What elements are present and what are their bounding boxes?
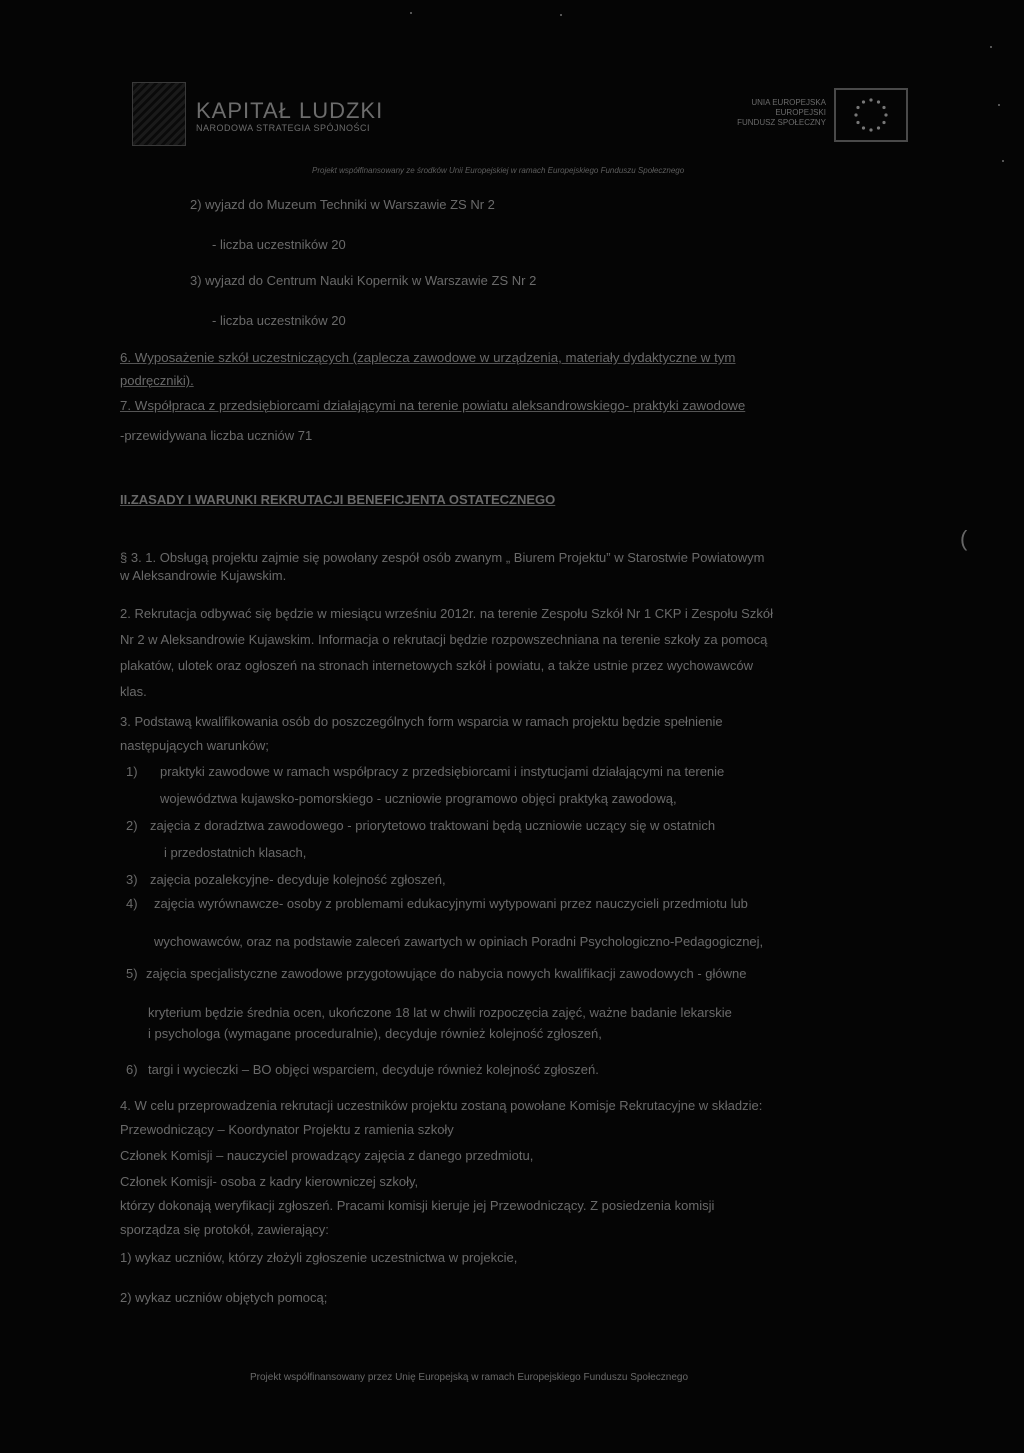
condition-3-line1: zajęcia pozalekcyjne- decyduje kolejność zgłoszeń, (150, 872, 446, 887)
condition-5-line3: i psychologa (wymagane proceduralnie), decyduje również kolejność zgłoszeń, (148, 1026, 602, 1041)
para-1-line1: § 3. 1. Obsługą projektu zajmie się powołany zespół osób zwanym „ Biurem Projektu” w Starostwie Powiatowym (120, 550, 765, 565)
para-4-line6: sporządza się protokół, zawierający: (120, 1222, 329, 1237)
condition-4-line1: zajęcia wyrównawcze- osoby z problemami edukacyjnymi wytypowani przez nauczycieli przedmiotu lub (154, 896, 748, 911)
condition-5-line2: kryterium będzie średnia ocen, ukończone 18 lat w chwili rozpoczęcia zajęć, ważne badanie lekarskie (148, 1005, 732, 1020)
eu-label-line1: UNIA EUROPEJSKA (751, 98, 826, 107)
section-title: II.ZASADY I WARUNKI REKRUTACJI BENEFICJENTA OSTATECZNEGO (120, 492, 556, 507)
scan-artifact (1002, 160, 1004, 162)
eu-label-line2: EUROPEJSKI (775, 108, 826, 117)
item-7-line2: -przewidywana liczba uczniów 71 (120, 428, 313, 443)
logo-title: KAPITAŁ LUDZKI (196, 98, 384, 123)
condition-2-line2: i przedostatnich klasach, (164, 845, 307, 860)
condition-number: 5) (126, 966, 138, 981)
para-4-line2: Przewodniczący – Koordynator Projektu z ramienia szkoły (120, 1122, 454, 1137)
trip-participants: - liczba uczestników 20 (212, 313, 346, 328)
condition-6-line1: targi i wycieczki – BO objęci wsparciem, decyduje również kolejność zgłoszeń. (148, 1062, 599, 1077)
item-6-line1: 6. Wyposażenie szkół uczestniczących (zaplecza zawodowe w urządzenia, materiały dydaktyczne w tym (120, 350, 736, 365)
scan-artifact (998, 104, 1000, 106)
para-4-line1: 4. W celu przeprowadzenia rekrutacji uczestników projektu zostaną powołane Komisje Rekrutacyjne w składzie: (120, 1098, 763, 1113)
scan-artifact (410, 12, 412, 14)
condition-5-line1: zajęcia specjalistyczne zawodowe przygotowujące do nabycia nowych kwalifikacji zawodowych - główne (146, 966, 747, 981)
trip-item: 3) wyjazd do Centrum Nauki Kopernik w Warszawie ZS Nr 2 (190, 273, 537, 288)
eu-flag-icon (834, 88, 908, 142)
scan-artifact (560, 14, 562, 16)
condition-number: 4) (126, 896, 138, 911)
page-footer: Projekt współfinansowany przez Unię Europejską w ramach Europejskiego Funduszu Społecznego (250, 1372, 689, 1383)
logo-subtitle: NARODOWA STRATEGIA SPÓJNOŚCI (196, 123, 371, 133)
para-1-line2: w Aleksandrowie Kujawskim. (120, 568, 287, 583)
scan-artifact: ( (960, 526, 968, 551)
kapital-ludzki-logo-icon (132, 82, 186, 146)
para-2-line2: Nr 2 w Aleksandrowie Kujawskim. Informacja o rekrutacji będzie rozpowszechniana na terenie szkoły za pomocą (120, 632, 768, 647)
item-7-line1: 7. Współpraca z przedsiębiorcami działającymi na terenie powiatu aleksandrowskiego- praktyki zawodowe (120, 398, 746, 413)
para-4-line3: Członek Komisji – nauczyciel prowadzący zajęcia z danego przedmiotu, (120, 1148, 534, 1163)
condition-1-line2: województwa kujawsko-pomorskiego - uczniowie programowo objęci praktyką zawodową, (160, 791, 677, 806)
para-4-line4: Członek Komisji- osoba z kadry kierowniczej szkoły, (120, 1174, 419, 1189)
para-2-line1: 2. Rekrutacja odbywać się będzie w miesiącu wrześniu 2012r. na terenie Zespołu Szkół Nr 1 CKP i Zespołu Szkół (120, 606, 773, 621)
para-2-line4: klas. (120, 684, 147, 699)
trip-item: 2) wyjazd do Muzeum Techniki w Warszawie ZS Nr 2 (190, 197, 495, 212)
scan-artifact (990, 46, 992, 48)
condition-number: 3) (126, 872, 138, 887)
para-4-line8: 2) wykaz uczniów objętych pomocą; (120, 1290, 328, 1305)
condition-4-line2: wychowawców, oraz na podstawie zaleceń zawartych w opiniach Poradni Psychologiczno-Pedagogicznej, (154, 934, 764, 949)
para-4-line7: 1) wykaz uczniów, którzy złożyli zgłoszenie uczestnictwa w projekcie, (120, 1250, 518, 1265)
condition-2-line1: zajęcia z doradztwa zawodowego - priorytetowo traktowani będą uczniowie uczący się w ostatnich (150, 818, 716, 833)
condition-1-line1: praktyki zawodowe w ramach współpracy z przedsiębiorcami i instytucjami działającymi na terenie (160, 764, 725, 779)
cofunding-note: Projekt współfinansowany ze środków Unii Europejskiej w ramach Europejskiego Funduszu Społecznego (312, 166, 685, 175)
trip-participants: - liczba uczestników 20 (212, 237, 346, 252)
item-6-line2: podręczniki). (120, 373, 194, 388)
eu-label-line3: FUNDUSZ SPOŁECZNY (737, 118, 826, 127)
condition-number: 1) (126, 764, 138, 779)
condition-number: 6) (126, 1062, 138, 1077)
para-2-line3: plakatów, ulotek oraz ogłoszeń na stronach internetowych szkół i powiatu, a także ustnie przez wychowawców (120, 658, 753, 673)
para-4-line5: którzy dokonają weryfikacji zgłoszeń. Pracami komisji kieruje jej Przewodniczący. Z posiedzenia komisji (120, 1198, 715, 1213)
para-3-line1: 3. Podstawą kwalifikowania osób do poszczególnych form wsparcia w ramach projektu będzie spełnienie (120, 714, 723, 729)
para-3-line2: następujących warunków; (120, 738, 269, 753)
condition-number: 2) (126, 818, 138, 833)
